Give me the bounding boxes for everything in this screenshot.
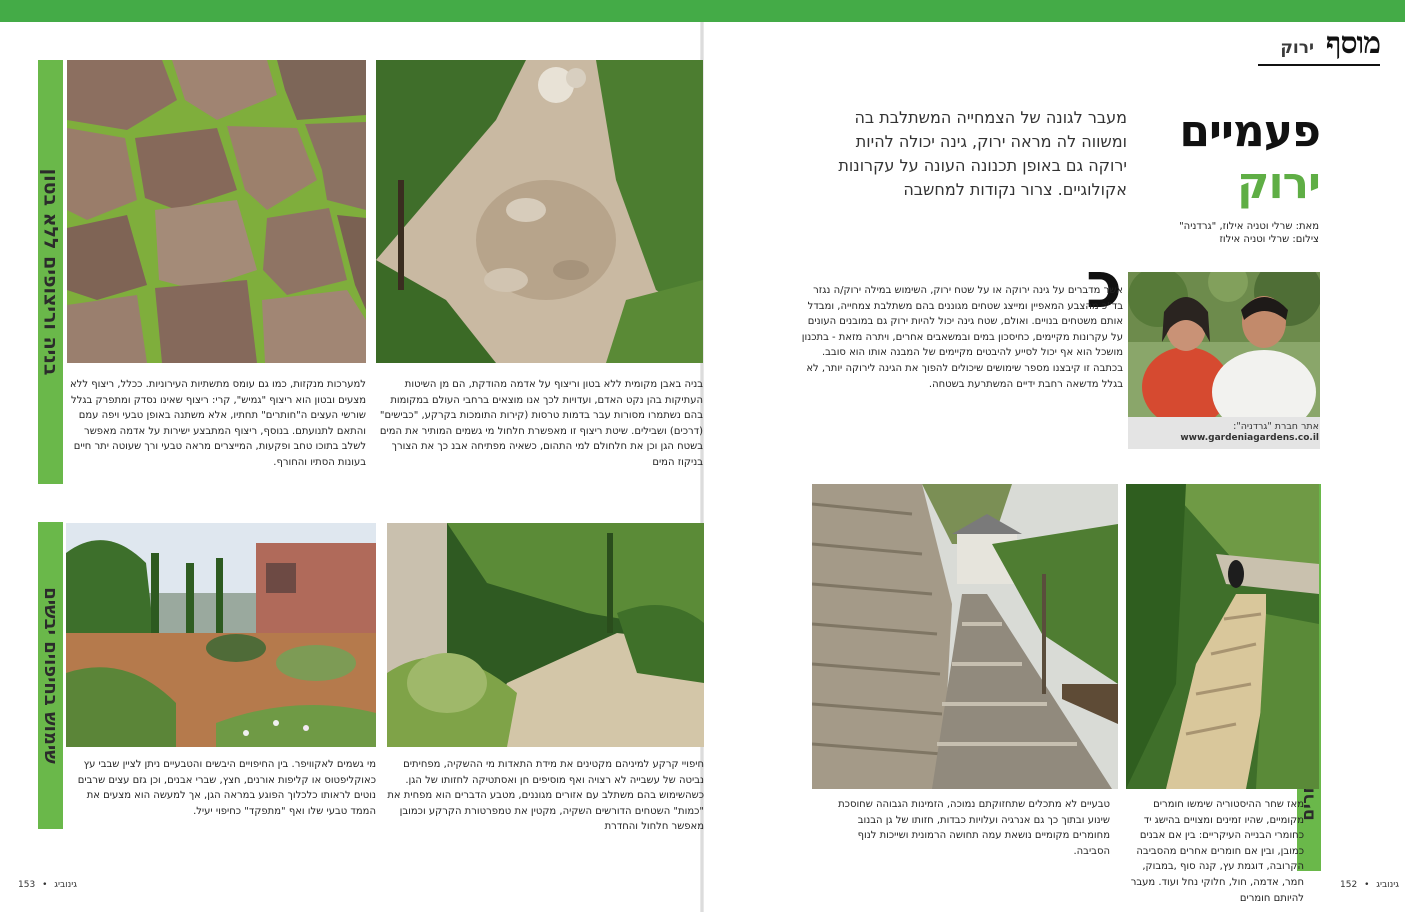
photo-stone-paving-moss: [67, 60, 366, 363]
portrait-caption-line1: אתר חברת "גרדניה":: [1233, 421, 1319, 432]
section-masthead: [1258, 26, 1380, 68]
photo-credit: צילום: שרלי וטניה אילוז: [1219, 234, 1319, 245]
folio-left-number: 153: [18, 880, 36, 890]
photo-flagstone-garden-path: [1126, 484, 1319, 789]
photo-gravel-path-garden: [387, 523, 704, 747]
masthead-section: ירוק: [1280, 38, 1314, 58]
top-green-bar: [0, 0, 1405, 22]
article-byline: מאת: שרלי וטניה אילוז, "גרדניה": [1179, 221, 1319, 232]
folio-right-number: 152: [1340, 880, 1358, 890]
photo-garden-stone-patio: [376, 60, 703, 363]
mulch-text-right: חיפויי קרקע למיניהם מקטינים את מידת התאדות מי ההשקיה, מפחיתים נביטה של עשבייה לא רצויה ואף מוסיפים חן ואסתטיקה לחזותו של הגן. כשהשימוש בהם משתלב עם אזורים מגוננים, מטבע הדברים הוא מפחית את "כמות" השטחים הדורשים השקיה, מקטין את טמפרטורת הקרקע וכמובן מאפשר חלחול והחדרת: [387, 759, 704, 833]
masthead-magazine: מוסף: [1325, 26, 1380, 61]
photo-stone-stair-path: [812, 484, 1118, 789]
folio-left: 153 • גינוביג: [18, 880, 77, 890]
article-title-line1: פעמיים: [1179, 106, 1320, 157]
folio-right-label: גינוביג: [1376, 880, 1399, 890]
section-heading-mulch: שימוש בחיפוים יבשים: [40, 587, 61, 764]
article-intro: אשר מדברים על גינה ירוקה או על שטח ירוק, השימוש במילה ירוק/ה נגזר בד"כ מהצבע המאפיין ומייצג שטחים מגוננים בהם משתלבת צמחייה, ומבדל אותם משטחים בנויים. ואולם, שטח גינה יכול להיות ירוק גם במובנים העונים על עקרונות מקיימים, כחיסכון במים ובמשאבים אחרים, ויתרה מזאת - בתכנון מושכל הוא אף יכול לסייע להיבטים מקיימים של המבנה אותו הוא סובב. בכתבה זו קיבצנו מספר שימושים שיכולים להפוך את הגינה לירוקה יותר, לא בגלל מדשאה רחבת ידיים המשתרעת בשטחה.: [801, 285, 1123, 390]
paving-text-right: בניה באבן מקומית ללא בטון וריצוף על אדמה מהודקת, הם מן השיטות העתיקות בהן נקט האדם, ועדויות לכך אנו מוצאים ברחבי העולם במקומות בהם נשתמרו מסורות עבר בדמות טרסות (קירות התומכות בקרקע, "כבישים" (דרכים) ושבילים. שיטת ריצוף זו מאפשרת חלחול מי גשמים המותיר את המים בשטח הגן וכן את חלחולם למי התהום, כשאיה מפתיחה אבנ כך את הצורך בניקוז המים: [379, 379, 703, 468]
folio-left-label: גינוביג: [54, 880, 77, 890]
photo-dry-mulch-garden: [66, 523, 376, 747]
mulch-text-left: מי גשמים לאקוויפר. בין החיפויים היבשים והטבעיים ניתן לציין שבבי עץ כאוקליפטוס או קליפות אורנים, חצץ, שברי אבנים, וכן גזם עצים שרבים נוטים לראותו כלכלוך הפוגע במראה הגן, אך למעשה הוא מצעים את הממד טבעי שלו ואף "מתפקד" כחיפוי יעיל.: [77, 759, 376, 817]
portrait-caption-url: www.gardeniagardens.co.il: [1180, 433, 1319, 443]
paving-text-left: למערכות מנקזות, כמו גם עומס מתשתיות העירוניות. ככלל, ריצוף ללא מצעים ובטון הוא ריצוף "גמיש", קרי: ריצוף שאינו נסדק ומתפרק בגלל שורשי העצים ה"חותרים" תחתיו, אלא משתנה באופן טבעי ויפה עמם והתאם לתנועתם. בנוסף, ריצוף המתבצע ישירות על אדמה מאפשר לשלב בתוכו טחב ופקעות, המייצרים מראה טבעי ורך שעוטה יתר חיים בעונות הסתיו והחורף.: [69, 379, 366, 468]
local-text-left: טבעיים לא מתכלים שתחזוקתם נמוכה, הזמינות הגבוהה שחוסכת שינוע ובתוך כך גם אנרגיה ועלויות כבדות, חזותו של גן הבנוב מחומרים מקומיים נושאת עמה תחושה הרמונית ושייכות לנוף הסביבה.: [838, 799, 1110, 857]
drop-cap: כ: [1086, 249, 1123, 323]
section-heading-bar-paving: [38, 60, 63, 484]
section-heading-paving: בניה וריצופים ללא בטון: [39, 168, 62, 376]
article-title-line2: ירוק: [1237, 158, 1320, 209]
portrait-photo: [1128, 272, 1320, 417]
local-text-right: מאז שחר ההיסטוריה שימשו חומרים מקומיים, שהיו זמינים ומצויים בהישג יד כחומרי הבנייה העיקריים: בין אם אבנים כמובן, ובין אם חומרים אחרים מהסביבה הקרובה, דוגמת עץ, קנה סוף ,במבוק, חמר, אדמה, חול, חלוקי נחל ועוד. מעבר להיותם חומרים: [1130, 799, 1304, 904]
article-lead: מעבר לגונה של הצמחייה המשתלבת בה ומשווה לה מראה ירוק, גינה יכולה להיות ירוקה גם באופן תכנונה העונה על עקרונות אקולוגיים. צרור נקודות למחשבה: [838, 108, 1127, 199]
section-heading-bar-mulch: [38, 522, 63, 829]
folio-right: גינוביג • 152: [1340, 880, 1399, 890]
